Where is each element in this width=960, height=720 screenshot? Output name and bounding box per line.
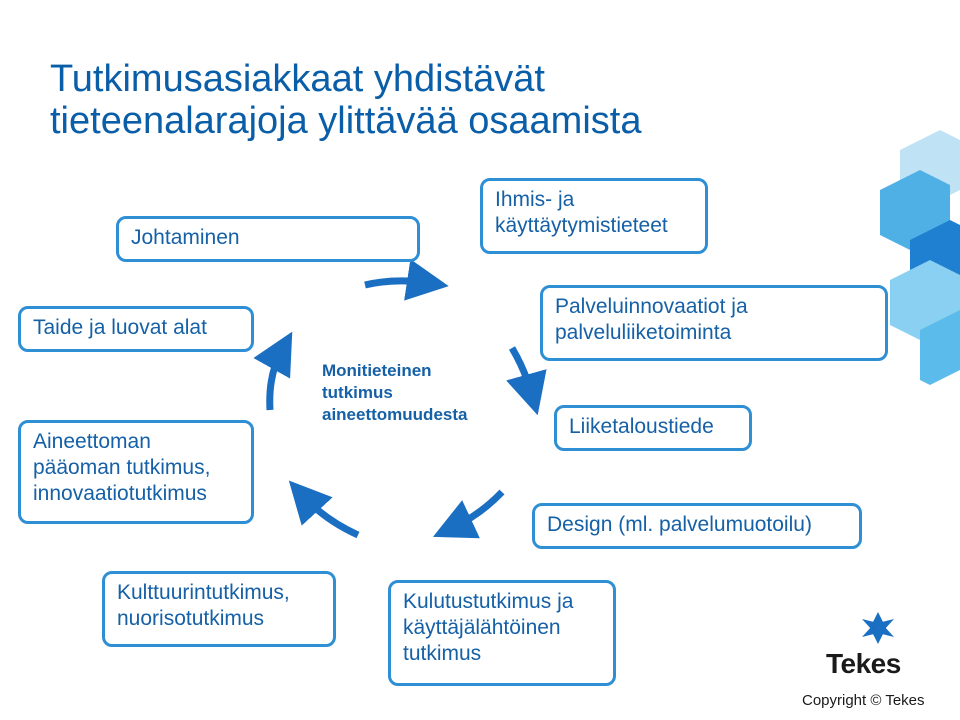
box-johtaminen-label: Johtaminen [131, 226, 240, 249]
title-line-2: tieteenalarajoja ylittävää osaamista [50, 100, 642, 142]
box-kulutus-line-3: tutkimus [403, 642, 482, 665]
box-palvelu [540, 285, 888, 361]
box-aineettoman [18, 420, 254, 524]
copyright-text: Copyright © Tekes [802, 692, 925, 709]
box-ihmis-line-1: Ihmis- ja [495, 188, 575, 211]
box-palvelu-line-2: palveluliiketoiminta [555, 321, 732, 344]
box-liiketalous [554, 405, 752, 451]
box-taide-label: Taide ja luovat alat [33, 316, 207, 339]
box-liiketalous-label: Liiketaloustiede [569, 415, 714, 438]
center-line-1: Monitieteinen [322, 361, 432, 380]
box-johtaminen [116, 216, 420, 262]
center-label [322, 360, 532, 426]
box-design-label: Design (ml. palvelumuotoilu) [547, 513, 812, 536]
box-kulutus [388, 580, 616, 686]
box-aineettoman-line-3: innovaatiotutkimus [33, 482, 207, 505]
box-taide [18, 306, 254, 352]
box-ihmis-line-2: käyttäytymistieteet [495, 214, 668, 237]
box-kulttuuri [102, 571, 336, 647]
box-design [532, 503, 862, 549]
logo-text: Tekes [826, 648, 901, 679]
box-kulttuuri-line-2: nuorisotutkimus [117, 607, 265, 630]
box-kulttuuri-line-1: Kulttuurintutkimus, [117, 581, 290, 604]
box-kulutus-line-2: käyttäjälähtöinen [403, 616, 561, 639]
box-aineettoman-line-1: Aineettoman [33, 430, 151, 453]
arrow-top [365, 281, 428, 285]
title-line-1: Tutkimusasiakkaat yhdistävät [50, 58, 545, 100]
center-line-2: tutkimus [322, 383, 393, 402]
box-kulutus-line-1: Kulutustutkimus ja [403, 590, 574, 613]
arrow-right-lower [452, 492, 502, 528]
arrow-bottom-left [303, 496, 358, 535]
box-aineettoman-line-2: pääoman tutkimus, [33, 456, 211, 479]
box-ihmis [480, 178, 708, 254]
arrow-left [270, 350, 282, 410]
center-line-3: aineettomuudesta [322, 405, 468, 424]
box-palvelu-line-1: Palveluinnovaatiot ja [555, 295, 748, 318]
